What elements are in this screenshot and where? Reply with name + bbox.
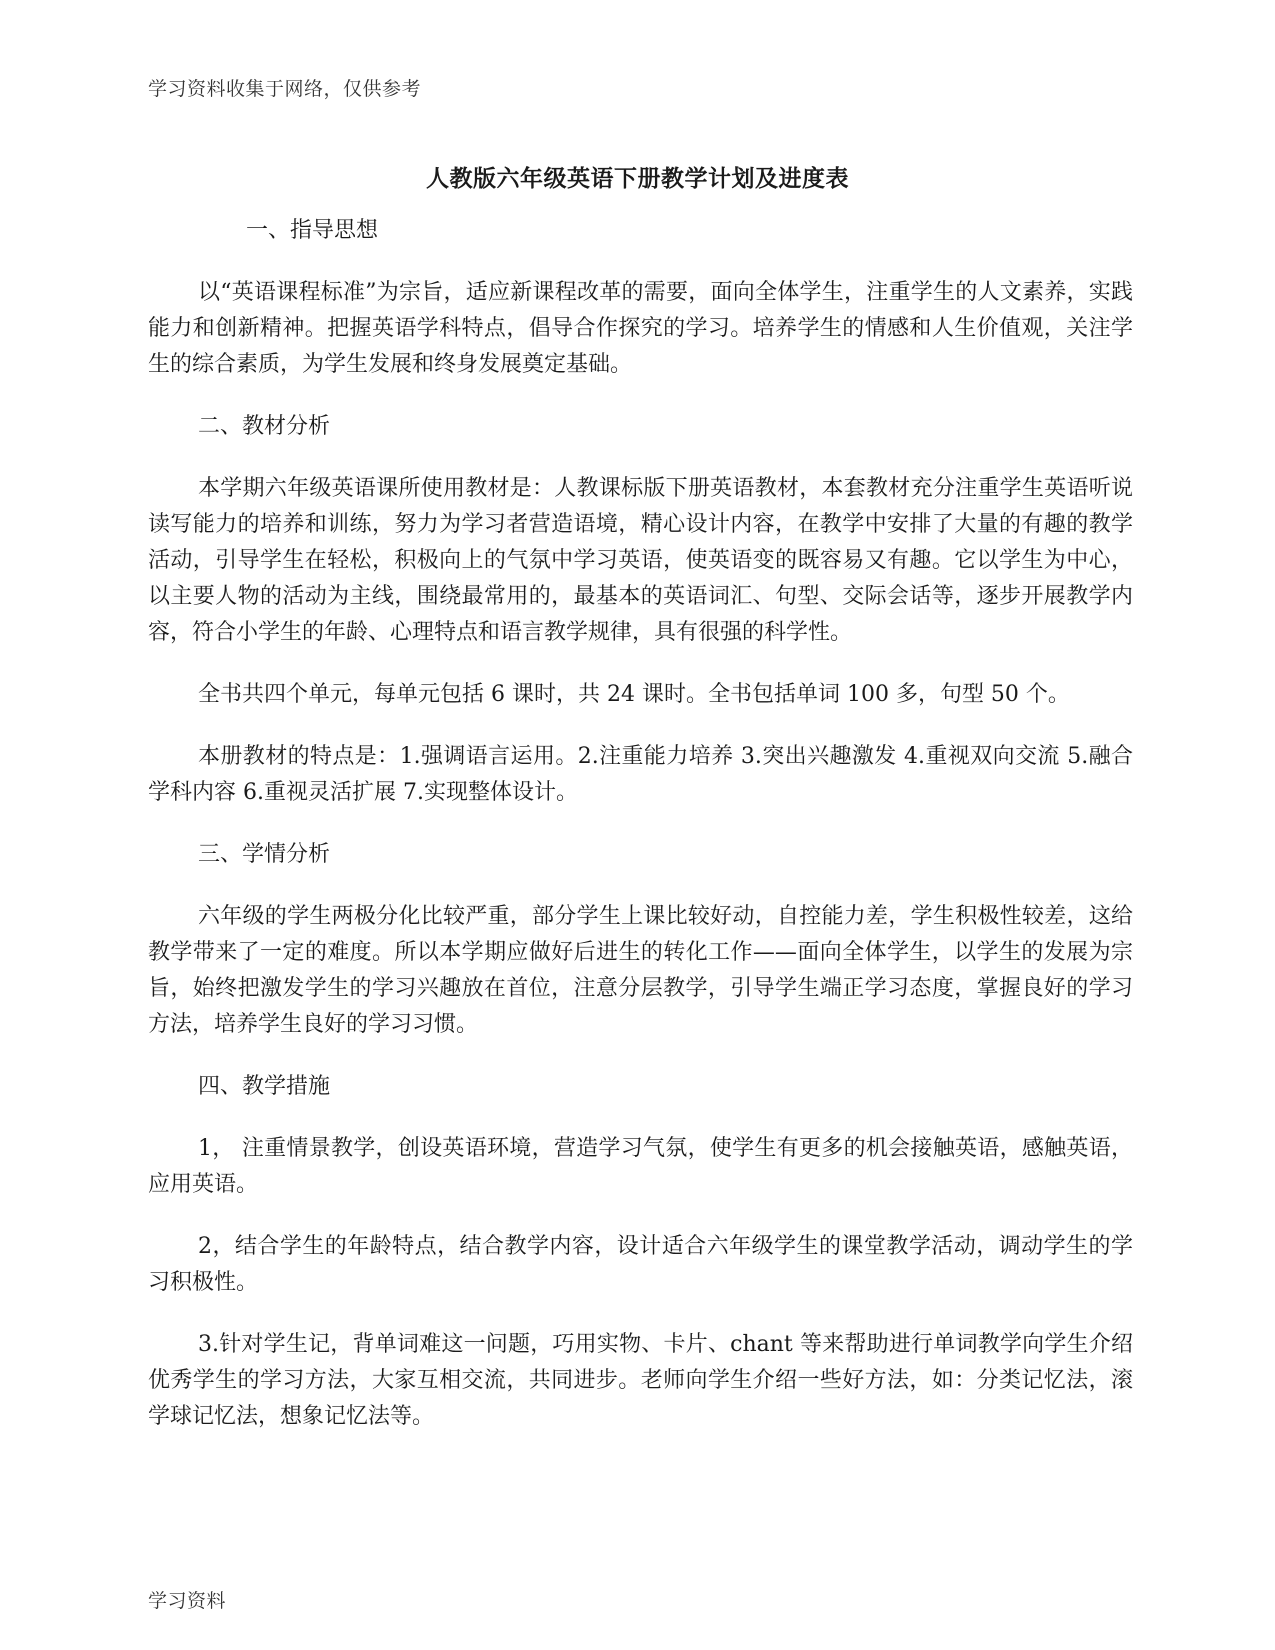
paragraph: 六年级的学生两极分化比较严重，部分学生上课比较好动，自控能力差，学生积极性较差，这给教学带来了一定的难度。所以本学期应做好后进生的转化工作——面向全体学生，以学生的发展为宗旨，始终把激发学生的学习兴趣放在首位，注意分层教学，引导学生端正学习态度，掌握良好的学习方法，培养学生良好的学习习惯。 — [148, 904, 1133, 1037]
paragraph: 本册教材的特点是：1.强调语言运用。2.注重能力培养 3.突出兴趣激发 4.重视双向交流 5.融合学科内容 6.重视灵活扩展 7.实现整体设计。 — [148, 744, 1133, 805]
section-student-analysis — [148, 837, 1133, 1043]
paragraph: 1， 注重情景教学，创设英语环境，营造学习气氛，使学生有更多的机会接触英语，感触英语，应用英语。 — [148, 1136, 1133, 1197]
section-heading: 四、教学措施 — [198, 1074, 331, 1099]
paragraph: 3.针对学生记，背单词难这一问题，巧用实物、卡片、chant 等来帮助进行单词教学向学生介绍优秀学生的学习方法，大家互相交流，共同进步。老师向学生介绍一些好方法，如：分类记忆法，滚学球记忆法，想象记忆法等。 — [148, 1332, 1133, 1429]
section-guiding-ideology — [148, 213, 1133, 383]
page-header-note: 学习资料收集于网络，仅供参考 — [148, 78, 422, 100]
document-title: 人教版六年级英语下册教学计划及进度表 — [426, 166, 849, 192]
page-footer-note: 学习资料 — [148, 1590, 227, 1612]
paragraph: 全书共四个单元，每单元包括 6 课时，共 24 课时。全书包括单词 100 多，句型 50 个。 — [198, 682, 1070, 707]
section-heading: 二、教材分析 — [198, 414, 331, 439]
paragraph: 2，结合学生的年龄特点，结合教学内容，设计适合六年级学生的课堂教学活动，调动学生的学习积极性。 — [148, 1234, 1133, 1295]
document-body — [148, 213, 1133, 1461]
paragraph: 以“英语课程标准”为宗旨，适应新课程改革的需要，面向全体学生，注重学生的人文素养，实践能力和创新精神。把握英语学科特点，倡导合作探究的学习。培养学生的情感和人生价值观，关注学生的综合素质，为学生发展和终身发展奠定基础。 — [148, 280, 1133, 377]
paragraph: 本学期六年级英语课所使用教材是：人教课标版下册英语教材，本套教材充分注重学生英语听说读写能力的培养和训练，努力为学习者营造语境，精心设计内容，在教学中安排了大量的有趣的教学活动，引导学生在轻松，积极向上的气氛中学习英语，使英语变的既容易又有趣。它以学生为中心，以主要人物的活动为主线，围绕最常用的，最基本的英语词汇、句型、交际会话等，逐步开展教学内容，符合小学生的年龄、心理特点和语言教学规律，具有很强的科学性。 — [148, 476, 1133, 645]
section-heading: 一、指导思想 — [246, 218, 379, 243]
section-heading: 三、学情分析 — [198, 842, 331, 867]
section-textbook-analysis — [148, 409, 1133, 811]
section-teaching-measures — [148, 1069, 1133, 1435]
